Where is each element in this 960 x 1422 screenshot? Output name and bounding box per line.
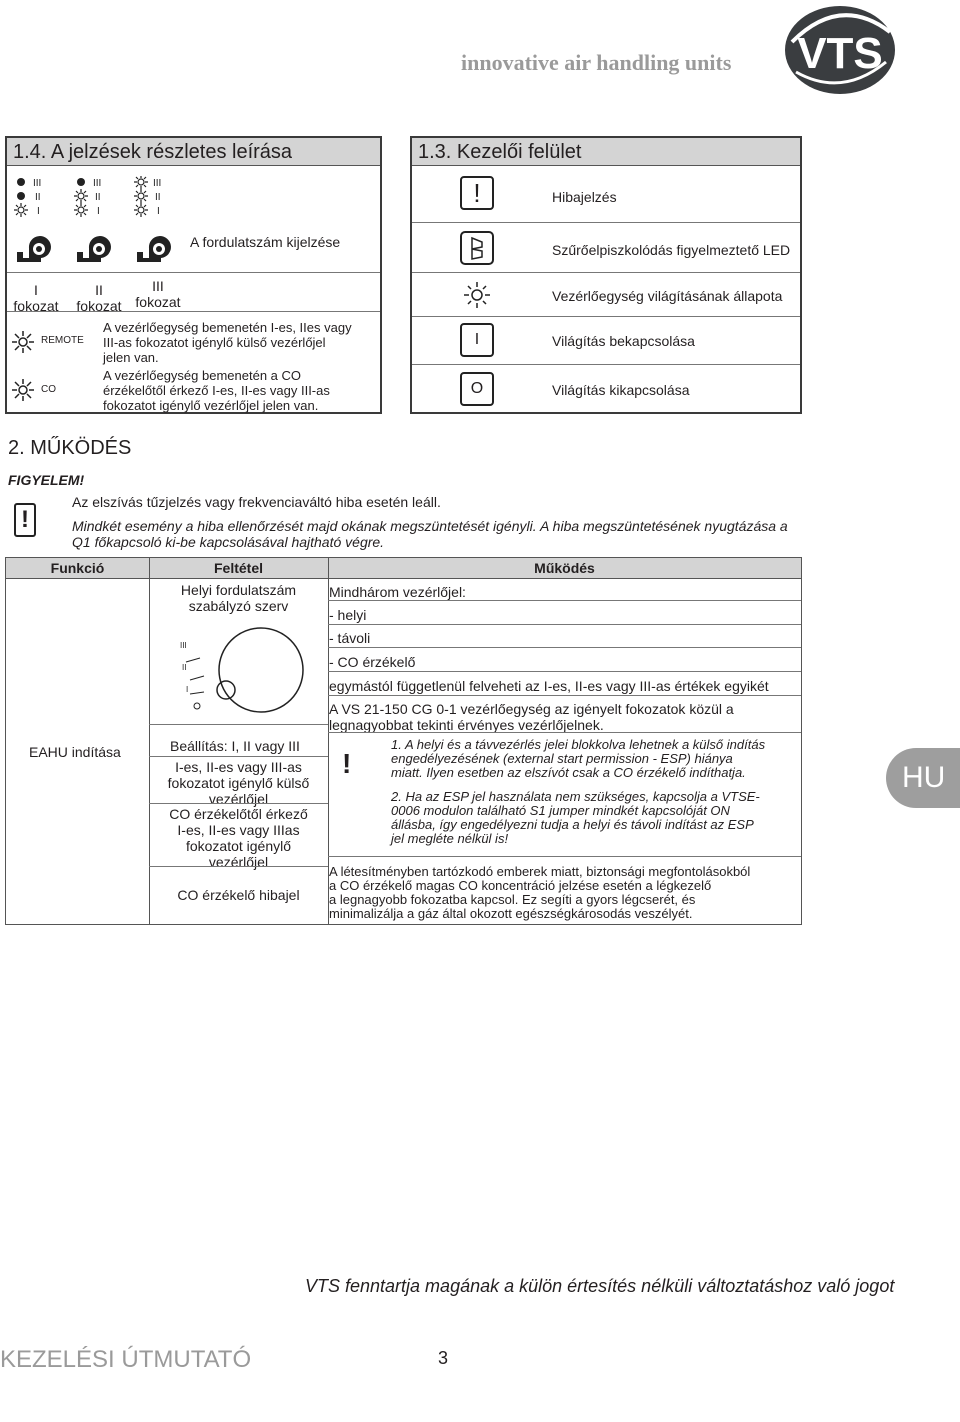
fan-speed-2-icon: [77, 236, 111, 262]
remote-tag: REMOTE: [41, 335, 84, 346]
led-level-label: I: [97, 206, 100, 217]
warning-icon: !: [14, 503, 36, 537]
interface-panel-title: 1.3. Kezelői felület: [412, 138, 800, 166]
section-title: 2. MŰKÖDÉS: [8, 437, 132, 459]
signal-description-panel: [5, 136, 382, 414]
fan-icons: [13, 236, 183, 266]
led-level-label: I: [37, 206, 40, 217]
led-lit-icon: [14, 203, 28, 217]
function-cell: EAHU indítása: [29, 744, 121, 760]
led-level-label: III: [153, 178, 162, 189]
speed-knob-diagram: [166, 620, 316, 720]
condition-co: CO érzékelőtől érkező I-es, II-es vagy IIIas fokozatot igénylő vezérlőjel: [169, 806, 308, 870]
lighting-status-label: Vezérlőegység világításának állapota: [552, 288, 783, 304]
filter-led-label: Szűrőelpiszkolódás figyelmeztető LED: [552, 242, 791, 258]
led-lit-icon: [134, 176, 148, 189]
led-lit-icon: [134, 189, 148, 203]
warning-icon: !: [460, 176, 494, 210]
on-button-icon: I: [460, 323, 494, 357]
condition-co-fault: CO érzékelő hibajel: [177, 887, 300, 903]
fan-level-label: I fokozat: [13, 282, 59, 314]
operation-intro: Mindhárom vezérlőjel:: [329, 584, 466, 600]
attention-label: FIGYELEM!: [8, 472, 85, 488]
remote-description: A vezérlőegység bemenetén I-es, IIes vagy III-as fokozatot igénylő külső vezérlőjel jelen van.: [103, 320, 352, 365]
co-tag: CO: [41, 384, 56, 395]
led-level-label: III: [33, 178, 42, 189]
led-speed-indicators: [13, 176, 183, 226]
led-level-label: II: [35, 192, 41, 203]
led-lit-icon: [74, 189, 88, 203]
led-lit-icon: [74, 203, 88, 217]
operation-note-1: 1. A helyi és a távvezérlés jelei blokkolva lehetnek a külső indítás engedélyezésének (external start permission - ESP) hiánya miatt. Ilyen esetben az elszívót csak a CO érzékelő indíthatja.: [391, 737, 766, 780]
column-header-function: Funkció: [6, 558, 149, 579]
fan-level-label: II fokozat: [76, 282, 122, 314]
warning-icon: !: [342, 748, 352, 779]
footer-notice: VTS fenntartja magának a külön értesítés nélküli változtatáshoz való jogot: [305, 1276, 895, 1296]
operation-independent: egymástól függetlenül felveheti az I-es, II-es vagy III-as értékek egyikét: [329, 678, 769, 694]
column-header-operation: Működés: [328, 558, 801, 579]
filter-icon: [460, 231, 494, 265]
off-button-icon: O: [460, 372, 494, 406]
led-on-icon: [17, 192, 25, 200]
operation-safety: A létesítményben tartózkodó emberek miatt, biztonsági megfontolásokból a CO érzékelő magas CO koncentráció jelzése esetén a légkezelő a legnagyobb fokozatba kapcsol. Ez segíti a gyors légcserét, és minimalizálja a gáz által okozott egészségkárosodás veszélyét.: [329, 864, 751, 921]
knob-mark: III: [180, 641, 187, 650]
led-level-label: III: [93, 178, 102, 189]
manual-title: KEZELÉSI ÚTMUTATÓ: [0, 1346, 252, 1373]
page-number: 3: [438, 1348, 449, 1368]
knob-title: Helyi fordulatszám szabályzó szerv: [180, 582, 297, 614]
led-lit-icon: [134, 203, 148, 217]
warning-note: Az elszívás tűzjelzés vagy frekvenciaváltó hiba esetén leáll.: [72, 494, 441, 510]
fan-level-label: III fokozat: [135, 278, 181, 310]
led-level-label: II: [155, 192, 161, 203]
operation-item: - CO érzékelő: [329, 654, 416, 670]
speed-display-caption: A fordulatszám kijelzése: [190, 234, 341, 250]
operation-item: - távoli: [329, 630, 371, 646]
operation-vs-unit: A VS 21-150 CG 0-1 vezérlőegység az igényelt fokozatok közül a legnagyobbat tekinti érvényes vezérlőjelnek.: [329, 701, 734, 733]
co-light-icon: [11, 378, 35, 402]
logo-text: VTS: [797, 29, 883, 78]
fan-speed-1-icon: [17, 236, 51, 262]
error-indicator-label: Hibajelzés: [552, 189, 617, 205]
warning-note: Mindkét esemény a hiba ellenőrzését majd okának megszüntetését igényli. A hiba megszüntetésének nyugtázása a Q1 főkapcsoló ki-be kapcsolásával hajtható végre.: [72, 518, 788, 550]
condition-setting: Beállítás: I, II vagy III: [170, 738, 300, 754]
operation-note-2: 2. Ha az ESP jel használata nem szükséges, kapcsolja a VTSE- 0006 modulon található S1 jumper mindkét kapcsolóját ON állásba, így engedélyezni tudja a helyi és távoli indítást az ESP jel megléte nélkül is!: [391, 789, 760, 846]
knob-mark: II: [182, 663, 187, 672]
vts-logo: [782, 2, 900, 98]
light-off-label: Világítás kikapcsolása: [552, 382, 690, 398]
led-level-label: I: [157, 206, 160, 217]
operation-table: [5, 557, 802, 925]
operation-item: - helyi: [329, 607, 367, 623]
remote-light-icon: [11, 330, 35, 354]
signal-panel-title: 1.4. A jelzések részletes leírása: [7, 138, 380, 166]
user-interface-panel: [410, 136, 802, 414]
led-on-icon: [77, 178, 85, 186]
column-header-condition: Feltétel: [149, 558, 328, 579]
light-icon: [462, 280, 492, 310]
led-level-label: II: [95, 192, 101, 203]
co-description: A vezérlőegység bemenetén a CO érzékelőtől érkező I-es, II-es vagy III-as fokozatot igénylő vezérlőjel jelen van.: [103, 368, 330, 413]
light-on-label: Világítás bekapcsolása: [552, 333, 695, 349]
knob-mark: I: [186, 685, 189, 694]
condition-external: I-es, II-es vagy III-as fokozatot igénylő külső vezérlőjel: [167, 759, 310, 807]
language-badge: HU: [886, 748, 960, 808]
led-on-icon: [17, 178, 25, 186]
header-tagline: innovative air handling units: [461, 50, 732, 75]
fan-speed-3-icon: [137, 236, 171, 262]
